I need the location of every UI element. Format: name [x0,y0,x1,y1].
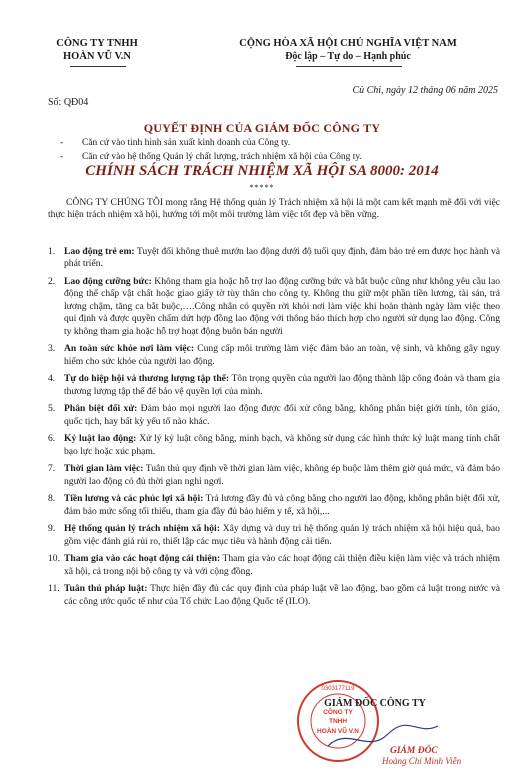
intro-paragraph: CÔNG TY CHÚNG TÔI mong rằng Hệ thống quản lý Trách nhiệm xã hội là một cam kết mạnh mẽ đối với việc thực hiện trách nhiệm xã hội, hướng tới một môi trường làm việc tốt đẹp và bền vững. [48,197,500,221]
clause-number: 11. [48,583,60,595]
clause-text: Thực hiện đầy đủ các quy định của pháp luật về lao động, bao gồm cả luật trong nước và các công ước quốc tế như của Tổ chức Lao động Quốc tế (ILO). [64,583,500,607]
separator-stars: ***** [249,183,275,192]
company-name [22,37,172,63]
clause-heading: Phân biệt đối xử: [64,403,138,415]
clause-text: Xây dựng và duy trì hệ thống quản lý trách nhiệm xã hội hiệu quả, bao gồm việc đánh giá rủi ro, thiết lập các mục tiêu và hành động cải tiến. [64,523,500,547]
signature-title: GIÁM ĐỐC CÔNG TY [324,698,426,709]
basis-dash: - [60,138,64,148]
clause-heading: An toàn sức khỏe nơi làm việc: [64,343,195,355]
clause-text: Cung cấp môi trường làm việc đảm bảo an toàn, vệ sinh, và không gây nguy hiểm cho sức khỏe của người lao động. [64,343,500,367]
clause-heading: Tham gia vào các hoạt động cải thiện: [64,553,221,565]
policy-clause [48,246,500,271]
clause-heading: Tiền lương và các phúc lợi xã hội: [64,493,204,505]
clause-text: Đảm bảo mọi người lao động được đối xử công bằng, không phân biệt giới tính, tôn giáo, quốc tịch, hay bất kỳ yếu tố nào khác. [64,403,501,427]
document-number: Số: QĐ04 [48,97,89,108]
basis-text: Căn cứ vào hệ thống Quản lý chất lượng, trách nhiệm xã hội của Công ty. [82,152,362,162]
clause-heading: Kỷ luật lao động: [64,433,137,445]
basis-dash: - [60,152,64,162]
basis-text: Căn cứ vào tình hình sản xuất kinh doanh của Công ty. [82,138,291,148]
policy-clauses [48,246,500,613]
decision-title: QUYẾT ĐỊNH CỦA GIÁM ĐỐC CÔNG TY [143,121,381,135]
company-line-1: CÔNG TY TNHH [56,38,138,49]
clause-number: 9. [48,523,56,535]
national-motto: Độc lập – Tự do – Hạnh phúc [285,51,411,62]
clause-heading: Hệ thống quản lý trách nhiệm xã hội: [64,523,220,535]
seal-name: HOÀN VŨ V.N [316,728,360,735]
policy-clause [48,373,500,398]
policy-clause [48,403,500,428]
clause-number: 2. [48,276,56,287]
clause-text: Trả lương đầy đủ và công bằng cho người lao động, không phân biệt đối xử, đảm bảo mức sống tối thiểu, tham gia đầy đủ bảo hiểm y tế, xã hội,... [64,493,500,517]
clause-text: Xử lý kỷ luật công bằng, minh bạch, và không sử dụng các hình thức kỷ luật mang tính chất bạo lực hoặc xúc phạm. [64,433,500,457]
clause-text: Không tham gia hoặc hỗ trợ lao động cưỡng bức và bắt buộc cũng như không yêu cầu lao động thế chấp vật chất hoặc giao giấy tờ tùy thân cho công ty. Không thu giữ một phần tiền lương, tài sản, trả lương chậm, tăng ca bắt buộc,….Công nhân có quyền rời khỏi nơi làm việc khi hoàn thành ngày làm việc theo qui định và được quyền chấm dứt hợp đồng lao động với thông báo thích hợp cho người sử dụng lao động. Công ty không tham gia hoặc hỗ trợ hoạt động buôn bán người [64,276,501,337]
policy-clause [48,493,500,518]
policy-clause [48,276,500,338]
policy-clause [48,463,500,488]
national-heading [198,37,498,63]
policy-clause [48,523,500,548]
seal-type: TNHH [328,718,348,725]
clause-text: Tuyệt đối không thuê mướn lao động dưới độ tuổi quy định, đảm bảo trẻ em được học hành và phát triển. [64,246,500,270]
clause-number: 7. [48,463,56,475]
clause-number: 1. [48,246,56,257]
clause-number: 3. [48,343,56,355]
policy-clause [48,343,500,368]
director-name: Hoàng Chí Minh Viễn [382,756,462,766]
basis-item [60,137,490,149]
policy-title: CHÍNH SÁCH TRÁCH NHIỆM XÃ HỘI SA 8000: 2014 [85,163,439,179]
clause-number: 5. [48,403,56,415]
clause-number: 6. [48,433,56,445]
motto-underline [296,66,402,67]
clause-heading: Lao động cưỡng bức: [64,276,152,287]
company-line-2: HOÀN VŨ V.N [63,51,131,62]
seal-code: 0303177119 [321,686,355,692]
clause-number: 10. [48,553,60,565]
clause-heading: Lao động trẻ em: [64,246,135,257]
clause-text: Tham gia vào các hoạt động cải thiện điều kiện làm việc và trách nhiệm xã hội, cả trong nội bộ công ty và với cộng đồng. [64,553,500,577]
clause-heading: Thời gian làm việc: [64,463,144,475]
policy-clause [48,583,500,608]
clause-number: 8. [48,493,56,505]
policy-clause [48,433,500,458]
nation-name: CỘNG HÒA XÃ HỘI CHỦ NGHĨA VIỆT NAM [239,38,457,49]
clause-text: Tôn trọng quyền của người lao động thành lập công đoàn và tham gia thương lượng tập thể để bảo vệ quyền lợi của mình. [64,373,501,397]
director-label: GIÁM ĐỐC [390,746,438,756]
basis-item [60,151,490,163]
policy-clause [48,553,500,578]
clause-text: Tuân thủ quy định về thời gian làm việc, không ép buộc làm thêm giờ quá mức, và đảm bảo người lao động có đủ thời gian nghỉ ngơi. [64,463,501,487]
clause-number: 4. [48,373,56,385]
clause-heading: Tuân thủ pháp luật: [64,583,148,595]
clause-heading: Tự do hiệp hội và thương lượng tập thể: [64,373,230,385]
document-date: Củ Chi, ngày 12 tháng 06 năm 2025 [352,85,498,96]
seal-company: CÔNG TY [323,709,353,716]
company-underline [70,66,126,67]
